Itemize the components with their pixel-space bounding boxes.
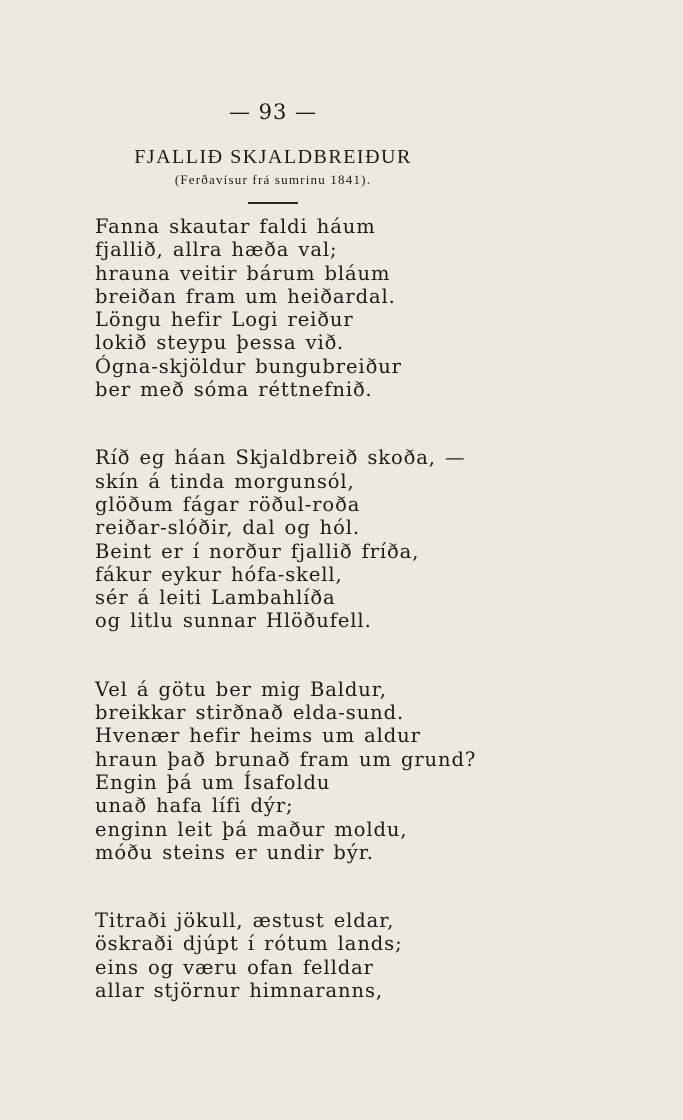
poem-line: fjallið, allra hæða val; [95,238,338,262]
poem-line: allar stjörnur himnaranns, [95,979,383,1003]
poem-line: Ríð eg háan Skjaldbreið skoða, — [95,446,466,470]
poem-body [95,215,665,1047]
stanza-4 [95,909,665,1002]
poem-line: glöðum fágar röðul-roða [95,492,361,516]
poem-line: Ógna-skjöldur bungubreiður [95,354,402,378]
poem-line: Löngu hefir Logi reiður [95,308,354,332]
poem-line: Titraði jökull, æstust eldar, [95,909,395,933]
poem-line: unað hafa lífi dýr; [95,794,294,818]
poem-line: breiðan fram um heiðardal. [95,284,396,308]
poem-line: Vel á götu ber mig Baldur, [95,677,387,701]
stanza-2 [95,446,665,632]
poem-line: enginn leit þá maður moldu, [95,817,408,841]
poem-line: eins og væru ofan felldar [95,955,374,979]
poem-line: fákur eykur hófa-skell, [95,562,343,586]
poem-line: Hvenær hefir heims um aldur [95,724,421,748]
poem-line: Engin þá um Ísafoldu [95,770,331,794]
title-divider [248,202,298,204]
poem-line: hraun það brunað fram um grund? [95,747,477,771]
poem-line: öskraði djúpt í rótum lands; [95,932,403,956]
page-number: — 93 — [228,100,318,124]
poem-line: lokið steypu þessa við. [95,331,345,355]
poem-title: FJALLIÐ SKJALDBREIÐUR [134,146,412,168]
poem-line: sér á leiti Lambahlíða [95,586,336,610]
poem-line: og litlu sunnar Hlöðufell. [95,609,372,633]
poem-line: móðu steins er undir býr. [95,840,374,864]
poem-line: breikkar stirðnað elda-sund. [95,701,405,725]
stanza-3 [95,678,665,864]
stanza-1 [95,215,665,401]
poem-line: skín á tinda morgunsól, [95,469,355,493]
poem-line: ber með sóma réttnefnið. [95,378,373,402]
poem-line: Fanna skautar faldi háum [95,215,376,238]
poem-line: Beint er í norður fjallið fríða, [95,539,420,563]
poem-subtitle: (Ferðavísur frá sumrinu 1841). [174,172,372,187]
poem-line: reiðar-slóðir, dal og hól. [95,516,361,540]
poem-line: hrauna veitir bárum bláum [95,261,391,285]
